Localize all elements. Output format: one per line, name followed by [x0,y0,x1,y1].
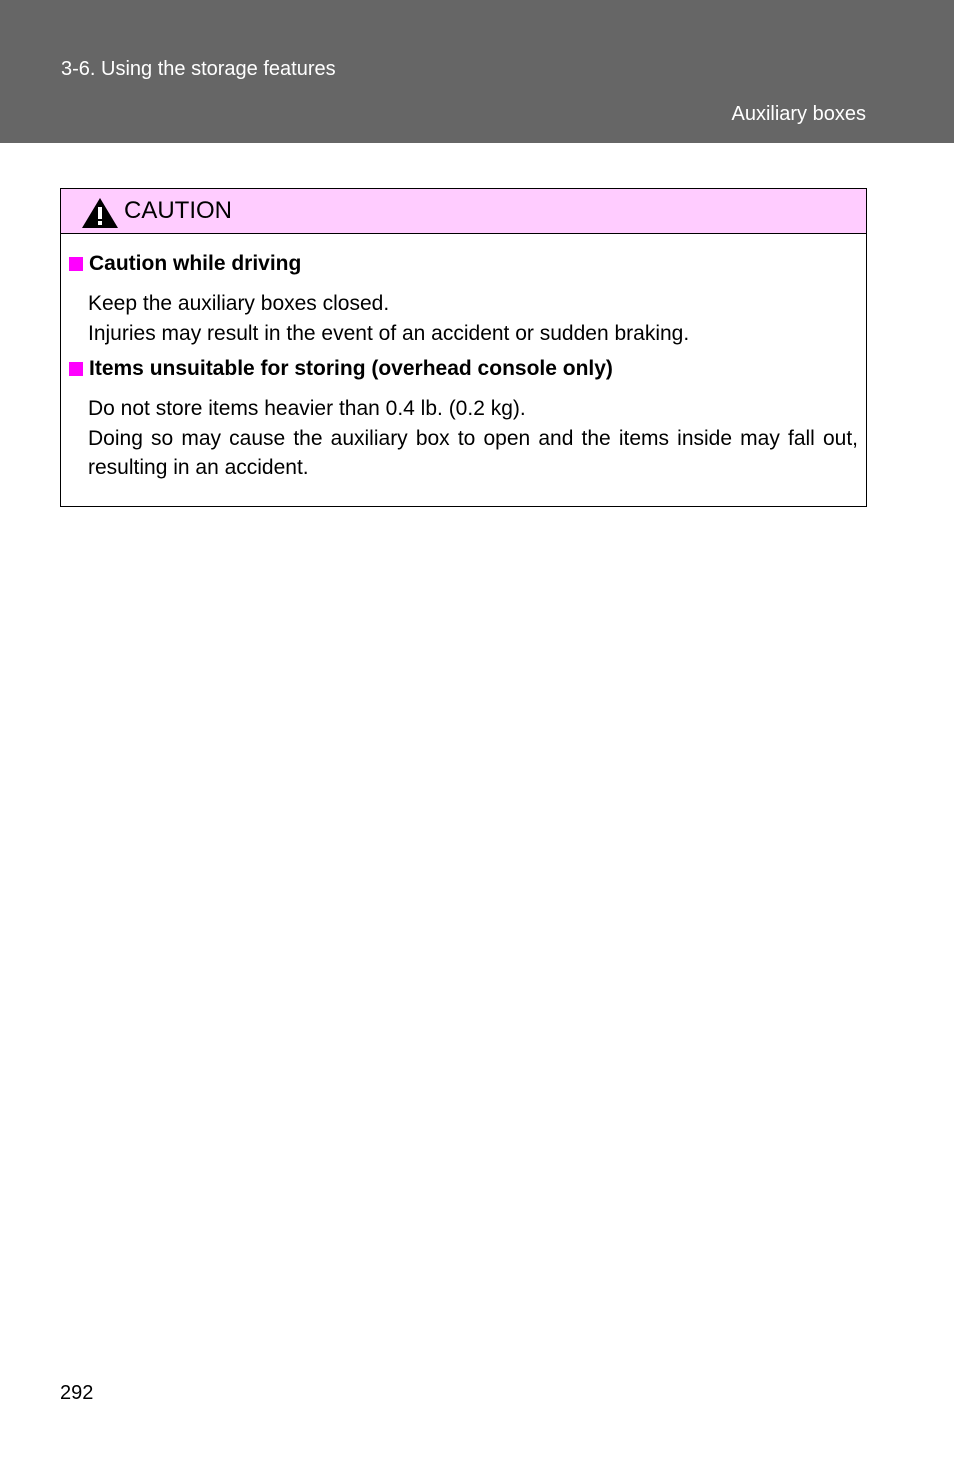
item-heading-driving [69,252,301,276]
caution-header [61,189,866,234]
warning-triangle-icon [81,197,119,229]
paragraph: Injuries may result in the event of an accident or sudden braking. [88,321,690,345]
paragraph: Keep the auxiliary boxes closed. [88,292,390,315]
item-text-driving [88,289,858,348]
item-heading-text: Caution while driving [89,252,302,275]
paragraph: Do not store items heavier than 0.4 lb. (0.2 kg). [88,397,526,420]
item-heading-storing [69,357,613,381]
bullet-square-icon [69,362,83,376]
item-heading-text: Items unsuitable for storing (overhead console only) [89,357,613,380]
bullet-square-icon [69,257,83,271]
paragraph: Doing so may cause the auxiliary box to open and the items inside may fall out, resulting in an accident. [88,426,858,479]
item-text-storing [88,394,858,483]
page-header [0,0,954,143]
page-number: 292 [60,1382,94,1404]
caution-box [60,188,867,507]
page-subtitle: Auxiliary boxes [731,103,866,125]
caution-title: CAUTION [124,197,232,224]
section-title: 3-6. Using the storage features [61,58,336,80]
